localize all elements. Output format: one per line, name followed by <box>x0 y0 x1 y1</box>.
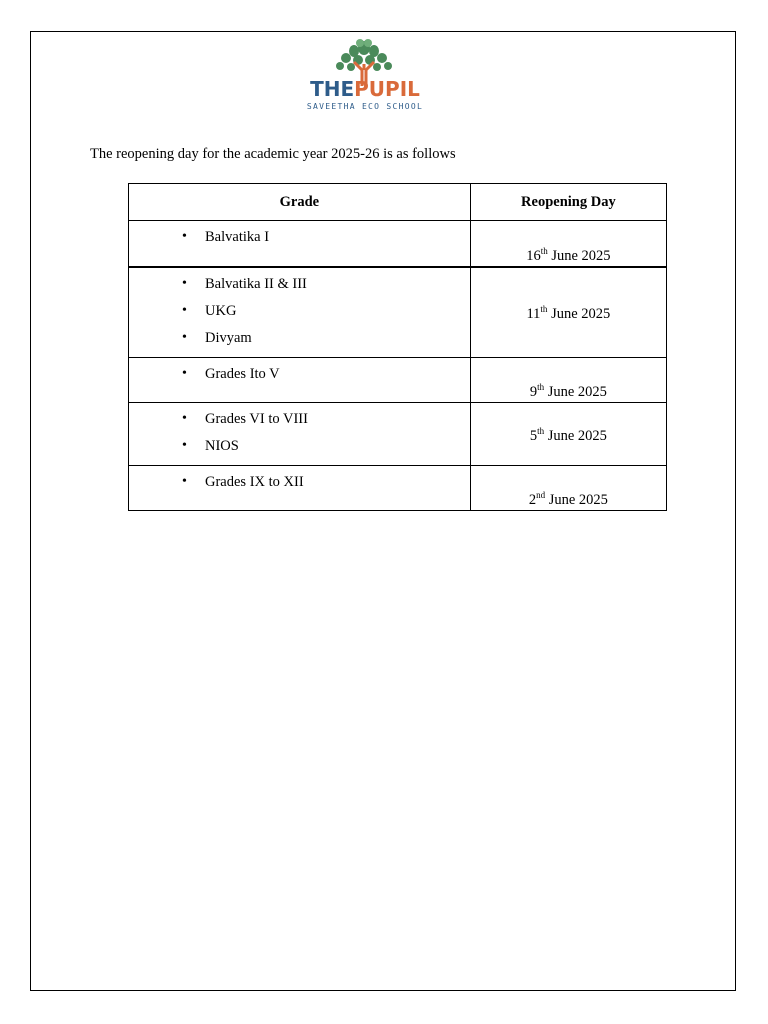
list-item: • Grades VI to VIII <box>205 409 470 436</box>
grade-cell <box>129 267 471 358</box>
list-item: • Divyam <box>205 328 470 355</box>
header-grade: Grade <box>129 184 471 221</box>
reopening-day-cell: 16th June 2025 <box>470 221 666 268</box>
table-header-row <box>129 184 667 221</box>
table-row <box>129 358 667 403</box>
reopening-day-cell: 5th June 2025 <box>470 403 666 466</box>
grade-list <box>129 227 470 254</box>
grade-cell <box>129 403 471 466</box>
intro-text: The reopening day for the academic year 2025-26 is as follows <box>90 146 456 162</box>
header-reopening-day: Reopening Day <box>470 184 666 221</box>
grade-list <box>129 364 470 391</box>
table-row <box>129 466 667 511</box>
grade-cell <box>129 358 471 403</box>
reopening-day-cell: 2nd June 2025 <box>470 466 666 511</box>
list-item: • NIOS <box>205 436 470 463</box>
grade-list <box>129 409 470 463</box>
grade-list <box>129 472 470 499</box>
table-row <box>129 221 667 268</box>
reopening-table <box>128 183 667 511</box>
school-logo <box>300 38 430 116</box>
reopening-day-cell: 9th June 2025 <box>470 358 666 403</box>
grade-cell <box>129 466 471 511</box>
list-item: • Grades Ito V <box>205 364 470 391</box>
table-row <box>129 403 667 466</box>
table-row <box>129 267 667 358</box>
list-item: • Balvatika I <box>205 227 470 254</box>
list-item: • Balvatika II & III <box>205 274 470 301</box>
grade-cell <box>129 221 471 268</box>
logo-wordmark: THEPUPIL <box>310 77 420 101</box>
document-page <box>30 31 736 991</box>
reopening-day-cell: 11th June 2025 <box>470 267 666 358</box>
list-item: • Grades IX to XII <box>205 472 470 499</box>
logo-tagline: SAVEETHA ECO SCHOOL <box>306 102 424 111</box>
list-item: • UKG <box>205 301 470 328</box>
grade-list <box>129 274 470 355</box>
